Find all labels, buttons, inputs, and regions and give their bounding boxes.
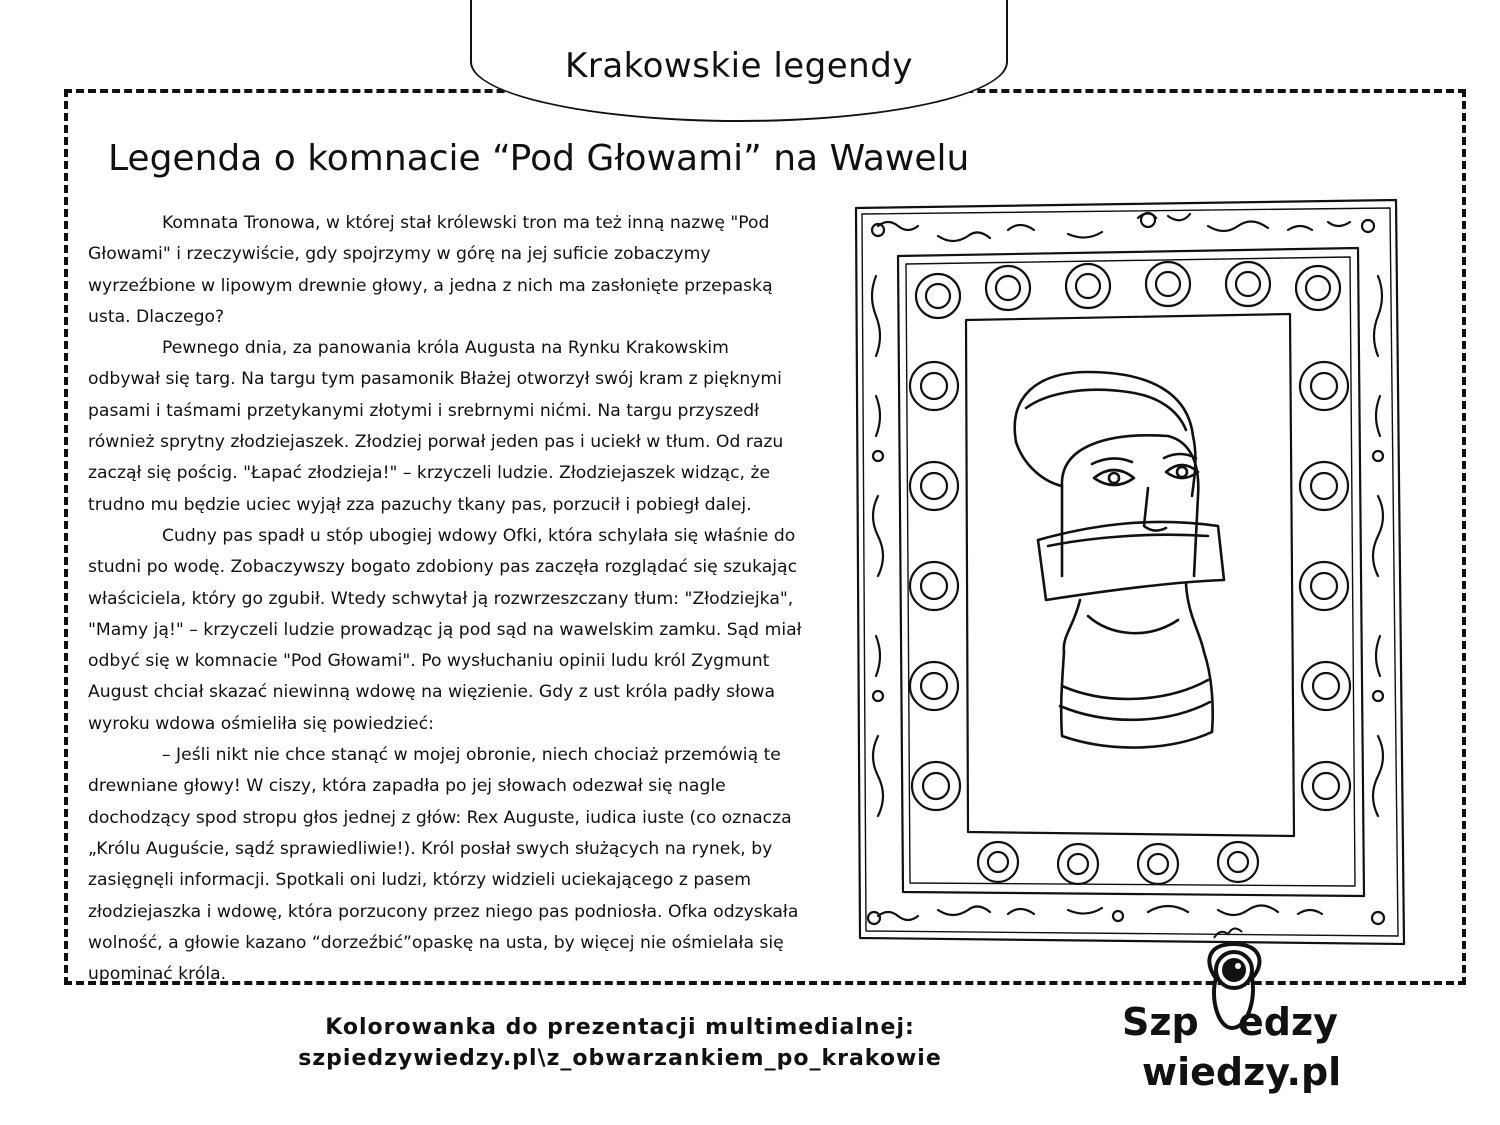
footer-link[interactable]: szpiedzywiedzy.pl\z_obwarzankiem_po_krakowie — [298, 1046, 942, 1071]
logo-text-1b: edzy — [1238, 1000, 1338, 1044]
header-tab — [470, 0, 1008, 122]
logo-text-1a: Szp — [1122, 1000, 1199, 1044]
story-paragraph: Pewnego dnia, za panowania króla Augusta na Rynku Krakowskim odbywał się targ. Na targu tym pasamonik Błażej otworzył swój kram z pięknymi pasami i taśmami przetykanymi złotymi i srebrnymi nićmi. Na targu przyszedł również sprytny złodziejaszek. Złodziej porwał jeden pas i uciekł w tłum. Od razu zaczął się pościg. "Łapać złodzieja!" – krzyczeli ludzie. Złodziejaszek widząc, że trudno mu będzie uciec wyjął zza pazuchy tkany pas, porzucił i pobiegł dalej. — [88, 338, 784, 515]
footer-text — [220, 1012, 1020, 1074]
story-paragraph: – Jeśli nikt nie chce stanąć w mojej obronie, niech chociaż przemówią te drewniane głowy! W ciszy, która zapadła po jej słowach odezwał się nagle dochodzący spod stropu głos jednej z głów: Rex Auguste, iudica iuste (co oznacza „Królu Auguście, sądź sprawiedliwie!). Król posłał swych służących na rynek, by zasięgnęli informacji. Spotkali oni ludzi, którzy widzieli uciekającego z pasem złodziejaszka i wdowę, która porzucony przez niego pas podniosła. Ofka odzyskała wolność, a głowie kazano “dorzeźbić”opaskę na usta, by więcej nie ośmielała się upominać króla. — [88, 745, 799, 985]
picture-frame-outer — [856, 200, 1404, 944]
page-header-title: Krakowskie legendy — [565, 46, 913, 86]
logo — [1118, 918, 1348, 1103]
carved-head-illustration — [848, 196, 1413, 948]
footer-line-1: Kolorowanka do prezentacji multimedialnej: — [325, 1015, 915, 1040]
legend-title: Legenda o komnacie “Pod Głowami” na Wawelu — [108, 138, 970, 179]
story-paragraph: Cudny pas spadł u stóp ubogiej wdowy Ofki, która schylała się właśnie do studni po wodę. Zobaczywszy bogato zdobiony pas zaczęła rozglądać się szukając właściciela, który go zgubił. Wtedy schwytał ją rozwrzeszczany tłum: "Złodziejka", "Mamy ją!" – krzyczeli ludzie prowadząc ją pod sąd na wawelskim zamku. Sąd miał odbyć się w komnacie "Pod Głowami". Po wysłuchaniu opinii ludu król Zygmunt August chciał skazać niewinną wdowę na więzienie. Gdy z ust króla padły słowa wyroku wdowa ośmieliła się powiedzieć: — [88, 525, 802, 734]
story-paragraph: Komnata Tronowa, w której stał królewski tron ma też inną nazwę "Pod Głowami" i rzeczywiście, gdy spojrzymy w górę na jej suficie zobaczymy wyrzeźbione w lipowym drewnie głowy, a jedna z nich ma zasłonięte przepaską usta. Dlaczego? — [88, 213, 773, 327]
carved-head — [1015, 372, 1224, 748]
story-text — [88, 208, 804, 990]
logo-text-2: wiedzy.pl — [1142, 1050, 1342, 1094]
ornament-circles — [910, 262, 1350, 884]
